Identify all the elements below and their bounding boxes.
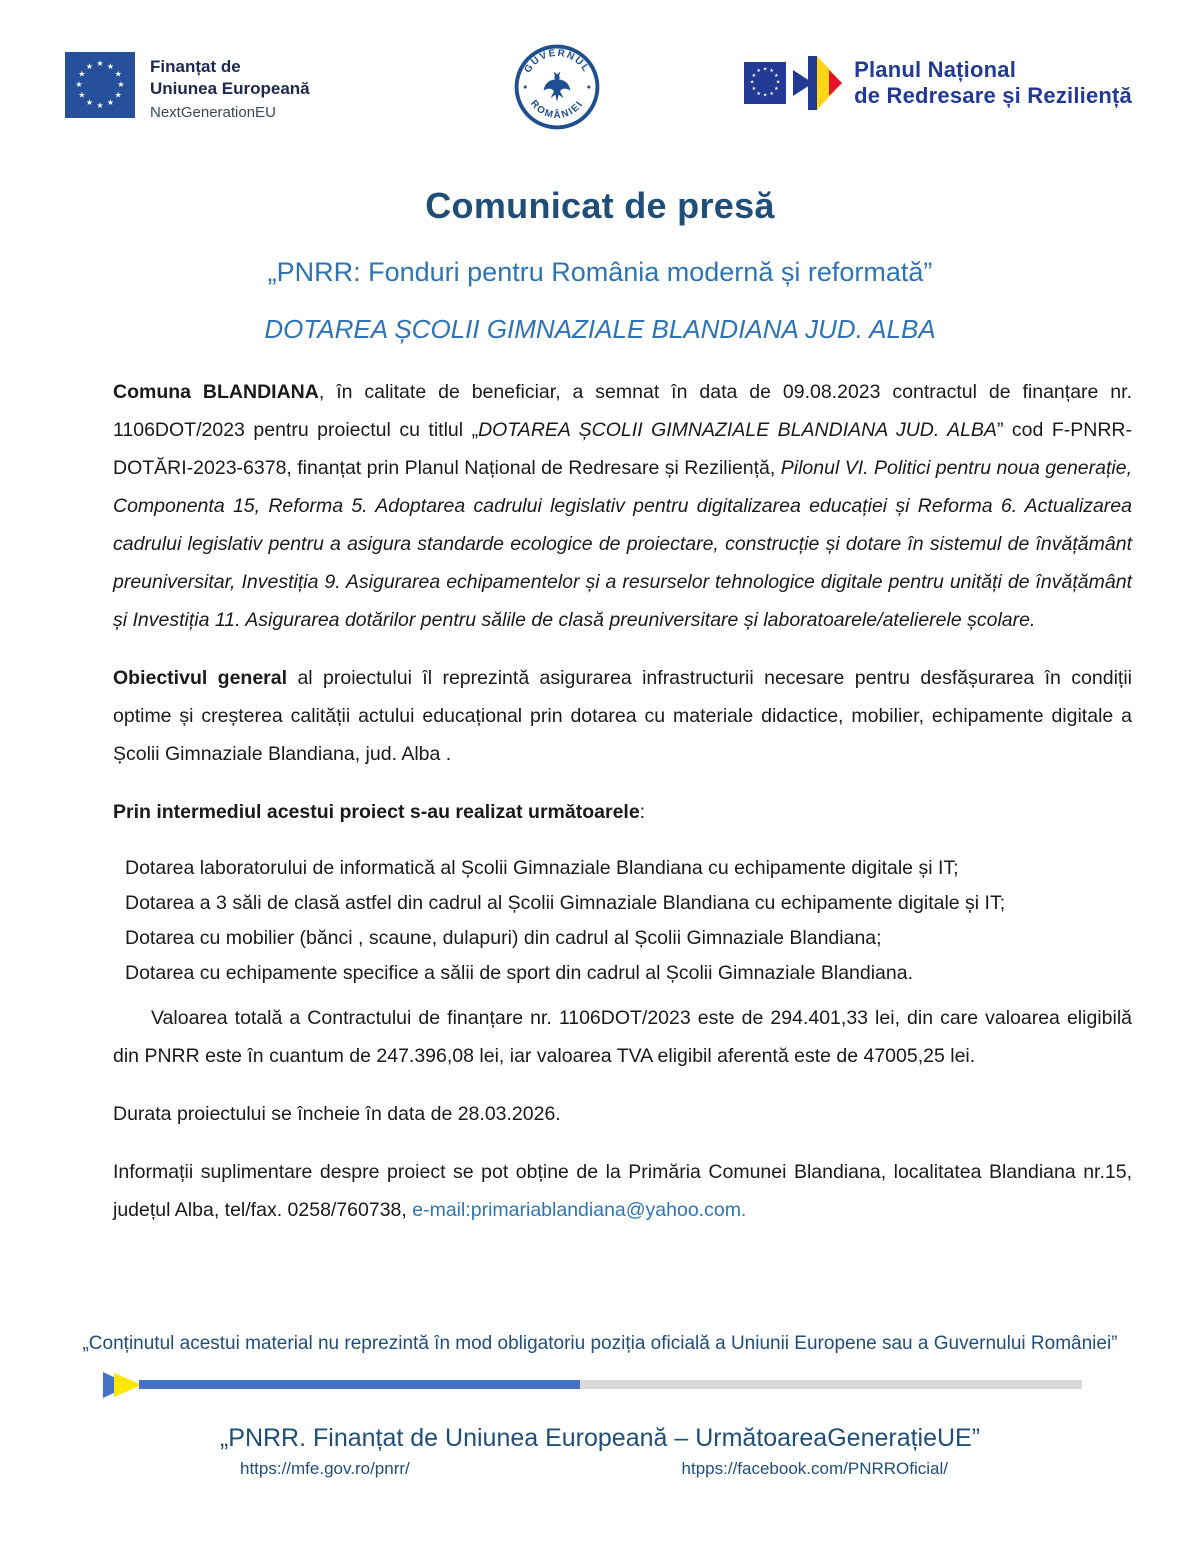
romanian-government-seal (514, 44, 600, 135)
beneficiary-name: Comuna BLANDIANA (113, 381, 319, 403)
paragraph-achievements-heading: Prin intermediul acestui proiect s-au realizat următoarele: (113, 801, 646, 823)
subtitle-quote: „PNRR: Fonduri pentru România modernă și reformată” (267, 257, 933, 287)
svg-text:GUVERNUL (522, 48, 592, 75)
pnrr-logo-mark (744, 52, 842, 114)
footer-slogan: „PNRR. Finanțat de Uniunea Europeană – UrmătoareaGenerațieUE” (219, 1424, 981, 1452)
paragraph-objective: Obiectivul general al proiectului îl reprezintă asigurarea infrastructurii necesare pentru desfășurarea în condiții optime și creșterea calității actului educațional prin dotarea cu materiale didactice, mobilier, echipamente digitale a Școlii Gimnaziale Blandiana, jud. Alba . (113, 667, 1132, 765)
list-item: Dotarea cu mobilier (bănci , scaune, dulapuri) din cadrul al Școlii Gimnaziale Blandiana; (125, 927, 882, 949)
objective-label: Obiectivul general (113, 667, 288, 689)
pnrr-logo-text (854, 57, 1132, 109)
paragraph-value: Valoarea totală a Contractului de finanțare nr. 1106DOT/2023 este de 294.401,33 lei, din care valoarea eligibilă din PNRR este în cuantum de 247.396,08 lei, iar valoarea TVA eligibil aferentă este de 47005,25 lei. (113, 1007, 1132, 1067)
footer-links (0, 1453, 1200, 1479)
paragraph-contact: Informații suplimentare despre proiect se pot obține de la Primăria Comunei Blandiana, localitatea Blandiana nr.15, județul Alba, tel/fax. 0258/760738, e-mail:primariablandiana@yahoo.com. (113, 1161, 1132, 1221)
pnrr-logo-line2: de Redresare și Reziliență (854, 83, 1132, 108)
facebook-link[interactable]: htpps://facebook.com/PNRROficial/ (681, 1459, 948, 1478)
eu-logo-line3: NextGenerationEU (150, 104, 276, 122)
pnrr-logo (744, 52, 1132, 114)
list-item: Dotarea a 3 săli de clasă astfel din cadrul al Școlii Gimnaziale Blandiana cu echipamente digitale și IT; (125, 892, 1006, 914)
list-item: Dotarea cu echipamente specifice a sălii de sport din cadrul al Școlii Gimnaziale Blandiana. (125, 962, 914, 984)
pnrr-logo-line1: Planul Național (854, 57, 1017, 83)
logo-header (0, 0, 1200, 135)
email-link[interactable]: e-mail:primariablandiana@yahoo.com. (412, 1199, 747, 1221)
page-footer (0, 1333, 1200, 1479)
press-release-body (0, 345, 1200, 1229)
footer-bar-blue (139, 1380, 580, 1389)
footer-disclaimer: „Conținutul acestui material nu reprezintă în mod obligatoriu poziția oficială a Uniunii Europene sau a Guvernului României” (82, 1333, 1118, 1354)
project-title: DOTAREA ȘCOLII GIMNAZIALE BLANDIANA JUD. ALBA (264, 314, 936, 344)
footer-arrow-yellow-icon (114, 1373, 142, 1397)
government-seal-icon (514, 44, 600, 130)
achievements-list (113, 851, 1132, 991)
eu-flag-icon: ★ ★ ★ ★ ★ ★ ★ ★ ★ ★ ★ ★ (65, 52, 135, 118)
seal-text-top: GUVERNUL (522, 47, 592, 76)
mfe-link[interactable]: https://mfe.gov.ro/pnrr/ (240, 1459, 410, 1478)
eu-logo-text (150, 52, 310, 121)
paragraph-contract: Comuna BLANDIANA, în calitate de beneficiar, a semnat în data de 09.08.2023 contractul de finanțare nr. 1106DOT/2023 pentru proiectul cu titlul „DOTAREA ȘCOLII GIMNAZIALE BLANDIANA JUD. ALBA” cod F-PNRR-DOTĂRI-2023-6378, finanțat prin Planul Național de Redresare și Reziliență, Pilonul VI. Politici pentru noua generație, Componenta 15, Reforma 5. Adoptarea cadrului legislativ pentru digitalizarea educației și Reforma 6. Actualizarea cadrului legislativ pentru a asigura standarde ecologice de proiectare, construcție și dotare în sistemul de învățământ preuniversitar, Investiția 9. Asigurarea echipamentelor și a resurselor tehnologice digitale pentru unități de învățământ și Investiția 11. Asigurarea dotărilor pentru sălile de clasă preuniversitare și laboratoarele/atelierele școlare. (113, 381, 1133, 631)
eu-logo-line2: Uniunea Europeană (150, 79, 310, 99)
svg-text:ROMÂNIEI (528, 98, 586, 121)
seal-eagle-icon (544, 72, 571, 102)
footer-progress-bar (103, 1371, 1200, 1398)
seal-text-bottom: ROMÂNIEI (527, 98, 586, 122)
project-name-inline: DOTAREA ȘCOLII GIMNAZIALE BLANDIANA JUD. ALBA (478, 419, 997, 441)
footer-bar-gray (580, 1380, 1082, 1389)
paragraph-duration: Durata proiectului se încheie în data de 28.03.2026. (113, 1103, 561, 1125)
pnrr-arrow-tricolor-icon (808, 54, 842, 112)
list-item: Dotarea laboratorului de informatică al Școlii Gimnaziale Blandiana cu echipamente digitale și IT; (125, 857, 959, 879)
eu-funding-logo (65, 52, 310, 121)
pnrr-component-details: Pilonul VI. Politici pentru noua generație, Componenta 15, Reforma 5. Adoptarea cadrului legislativ pentru digitalizarea educației și Reforma 6. Actualizarea cadrului legislativ pentru a asigura standarde ecologice de proiectare, construcție și dotare în sistemul de învățământ preuniversitar, Investiția 9. Asigurarea echipamentelor și a resurselor tehnologice digitale pentru unități de învățământ și Investiția 11. Asigurarea dotărilor pentru sălile de clasă preuniversitare și laboratoarele/atelierele școlare. (113, 457, 1132, 631)
pnrr-eu-flag-icon: ★ ★ ★ ★ ★ ★ ★ ★ ★ ★ ★ ★ (744, 62, 786, 104)
page-title: Comunicat de presă (425, 185, 775, 226)
eu-logo-line1: Finanțat de (150, 57, 241, 76)
